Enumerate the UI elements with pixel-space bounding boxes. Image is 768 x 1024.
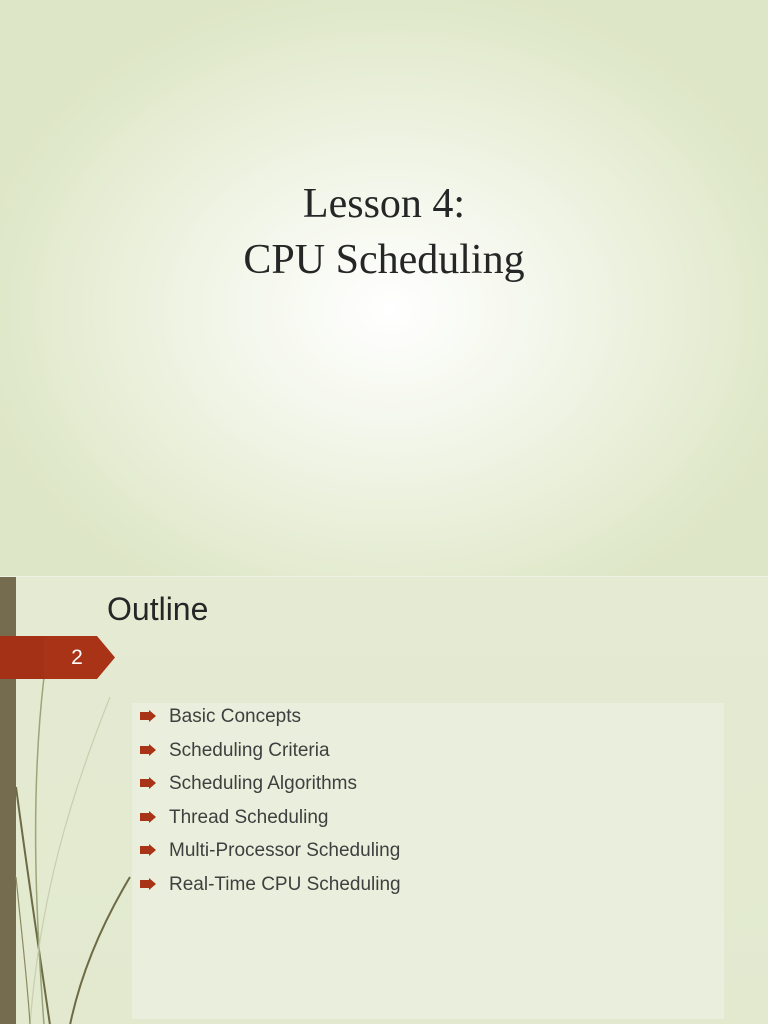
slide-title bbox=[0, 176, 768, 288]
arrow-bullet-icon bbox=[140, 710, 156, 722]
list-item-text: Real-Time CPU Scheduling bbox=[169, 873, 401, 895]
list-item bbox=[140, 705, 401, 739]
arrow-bullet-icon bbox=[140, 777, 156, 789]
page-number-tab bbox=[0, 636, 115, 679]
outline-list bbox=[140, 705, 401, 907]
list-item-text: Multi-Processor Scheduling bbox=[169, 840, 401, 862]
list-item-text: Scheduling Criteria bbox=[169, 739, 330, 761]
arrow-bullet-icon bbox=[140, 811, 156, 823]
arrow-bullet-icon bbox=[140, 878, 156, 890]
list-item bbox=[140, 806, 401, 840]
page-number: 2 bbox=[71, 646, 83, 669]
arrow-bullet-icon bbox=[140, 844, 156, 856]
list-item bbox=[140, 839, 401, 873]
title-line-1: Lesson 4: bbox=[302, 181, 466, 227]
list-item-text: Basic Concepts bbox=[169, 706, 302, 727]
list-item-text: Scheduling Algorithms bbox=[169, 773, 357, 795]
list-item bbox=[140, 873, 401, 907]
outline-slide bbox=[0, 576, 768, 1024]
list-item-text: Thread Scheduling bbox=[169, 806, 329, 828]
title-line-2: CPU Scheduling bbox=[243, 237, 525, 283]
list-item bbox=[140, 739, 401, 773]
list-item bbox=[140, 772, 401, 806]
slide-heading: Outline bbox=[107, 591, 209, 627]
arrow-bullet-icon bbox=[140, 744, 156, 756]
